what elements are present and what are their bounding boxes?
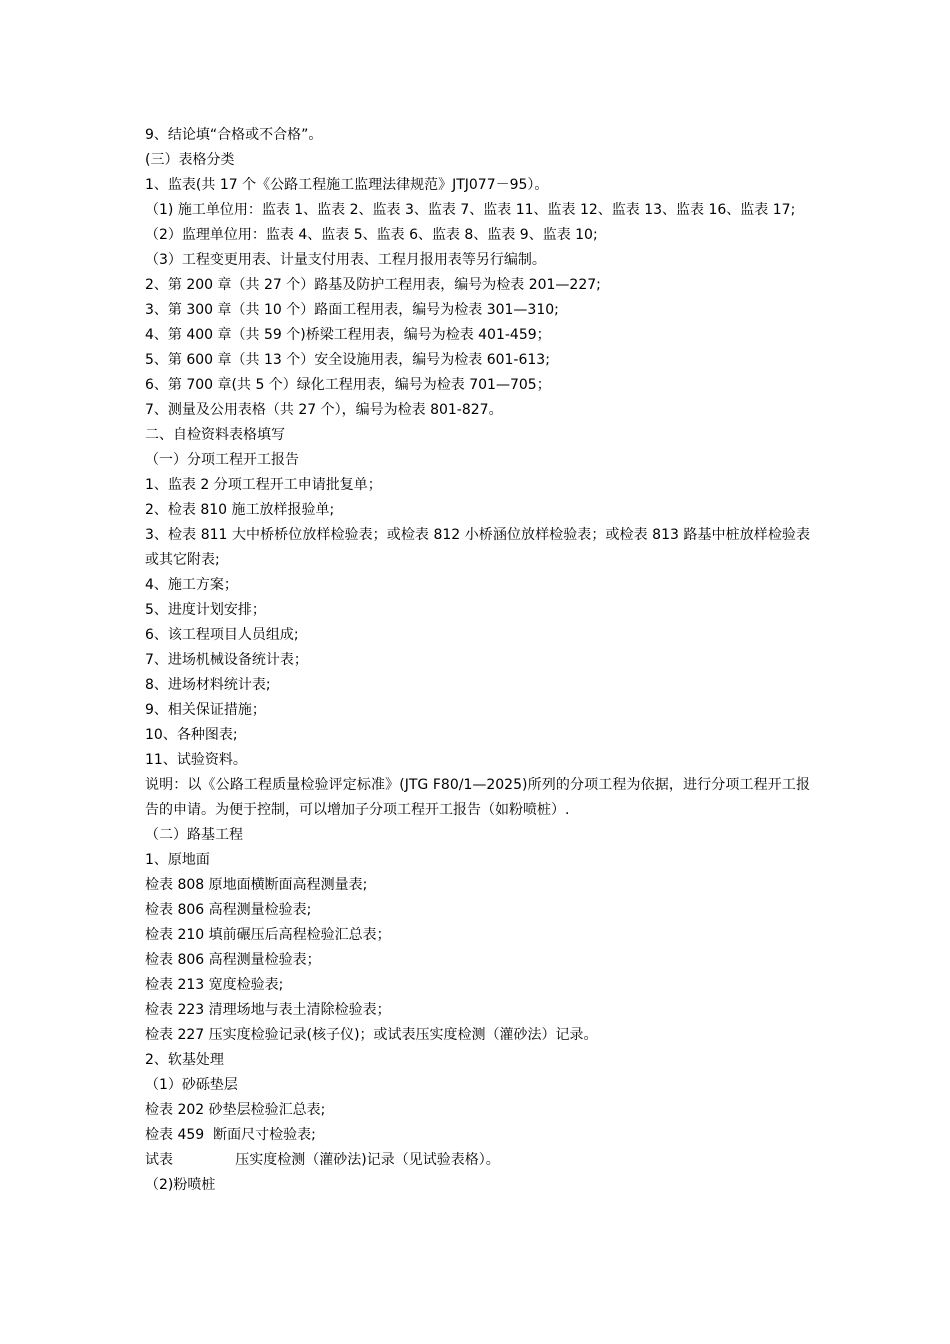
- text-line: 2、软基处理: [145, 1052, 224, 1068]
- text-line: 2、第 200 章（共 27 个）路基及防护工程用表，编号为检表 201—227;: [145, 277, 601, 293]
- text-line: 检表 808 原地面横断面高程测量表;: [145, 877, 368, 893]
- text-line: 检表 210 填前碾压后高程检验汇总表；: [145, 927, 391, 943]
- text-line: 检表 213 宽度检验表;: [145, 977, 284, 993]
- subsection-heading: （一）分项工程开工报告: [145, 452, 299, 468]
- text-line: 2、检表 810 施工放样报验单;: [145, 502, 335, 518]
- text-line: 10、各种图表;: [145, 727, 238, 743]
- text-line: 检表 227 压实度检验记录(核子仪)；或试表压实度检测（灌砂法）记录。: [145, 1027, 598, 1043]
- section-heading: (三）表格分类: [145, 152, 235, 168]
- text-line: 试表 压实度检测（灌砂法)记录（见试验表格）。: [145, 1152, 500, 1168]
- text-line: （1）砂砾垫层: [145, 1077, 238, 1093]
- text-line: 7、测量及公用表格（共 27 个），编号为检表 801-827。: [145, 402, 503, 418]
- note-paragraph: 说明：以《公路工程质量检验评定标准》(JTG F80/1—2025)所列的分项工程为依据，进行分项工程开工报告的申请。为便于控制，可以增加子分项工程开工报告（如粉喷桩）.: [145, 777, 810, 818]
- text-line: （2）监理单位用：监表 4、监表 5、监表 6、监表 8、监表 9、监表 10;: [145, 227, 598, 243]
- text-line: （3）工程变更用表、计量支付用表、工程月报用表等另行编制。: [145, 252, 546, 268]
- text-line: 3、第 300 章（共 10 个）路面工程用表，编号为检表 301—310;: [145, 302, 559, 318]
- text-line: 1、原地面: [145, 852, 210, 868]
- text-line: 5、第 600 章（共 13 个）安全设施用表，编号为检表 601-613;: [145, 352, 550, 368]
- subsection-heading: （二）路基工程: [145, 827, 243, 843]
- text-line: 4、施工方案；: [145, 577, 238, 593]
- text-paragraph: 3、检表 811 大中桥桥位放样检验表；或检表 812 小桥涵位放样检验表；或检表 813 路基中桩放样检验表或其它附表;: [145, 527, 810, 568]
- text-line: 检表 459 断面尺寸检验表;: [145, 1127, 316, 1143]
- section-heading: 二、自检资料表格填写: [145, 427, 285, 443]
- text-line: 6、第 700 章(共 5 个）绿化工程用表，编号为检表 701—705；: [145, 377, 551, 393]
- document-body: [145, 123, 810, 1198]
- text-line: 检表 806 高程测量检验表;: [145, 902, 312, 918]
- text-line: 7、进场机械设备统计表；: [145, 652, 308, 668]
- text-line: 8、进场材料统计表;: [145, 677, 271, 693]
- text-line: 检表 202 砂垫层检验汇总表;: [145, 1102, 326, 1118]
- text-paragraph: （1) 施工单位用：监表 1、监表 2、监表 3、监表 7、监表 11、监表 12、监表 13、监表 16、监表 17;: [145, 202, 796, 218]
- text-line: 4、第 400 章（共 59 个)桥梁工程用表，编号为检表 401-459；: [145, 327, 551, 343]
- text-line: 11、试验资料。: [145, 752, 247, 768]
- text-line: 9、结论填“合格或不合格”。: [145, 127, 323, 143]
- text-line: 6、该工程项目人员组成;: [145, 627, 299, 643]
- text-line: 5、进度计划安排；: [145, 602, 266, 618]
- text-line: （2)粉喷桩: [145, 1177, 216, 1193]
- text-line: 9、相关保证措施；: [145, 702, 266, 718]
- text-line: 1、监表 2 分项工程开工申请批复单；: [145, 477, 382, 493]
- text-line: 检表 806 高程测量检验表；: [145, 952, 321, 968]
- text-line: 1、监表(共 17 个《公路工程施工监理法律规范》JTJ077－95）。: [145, 177, 549, 193]
- text-line: 检表 223 清理场地与表土清除检验表；: [145, 1002, 391, 1018]
